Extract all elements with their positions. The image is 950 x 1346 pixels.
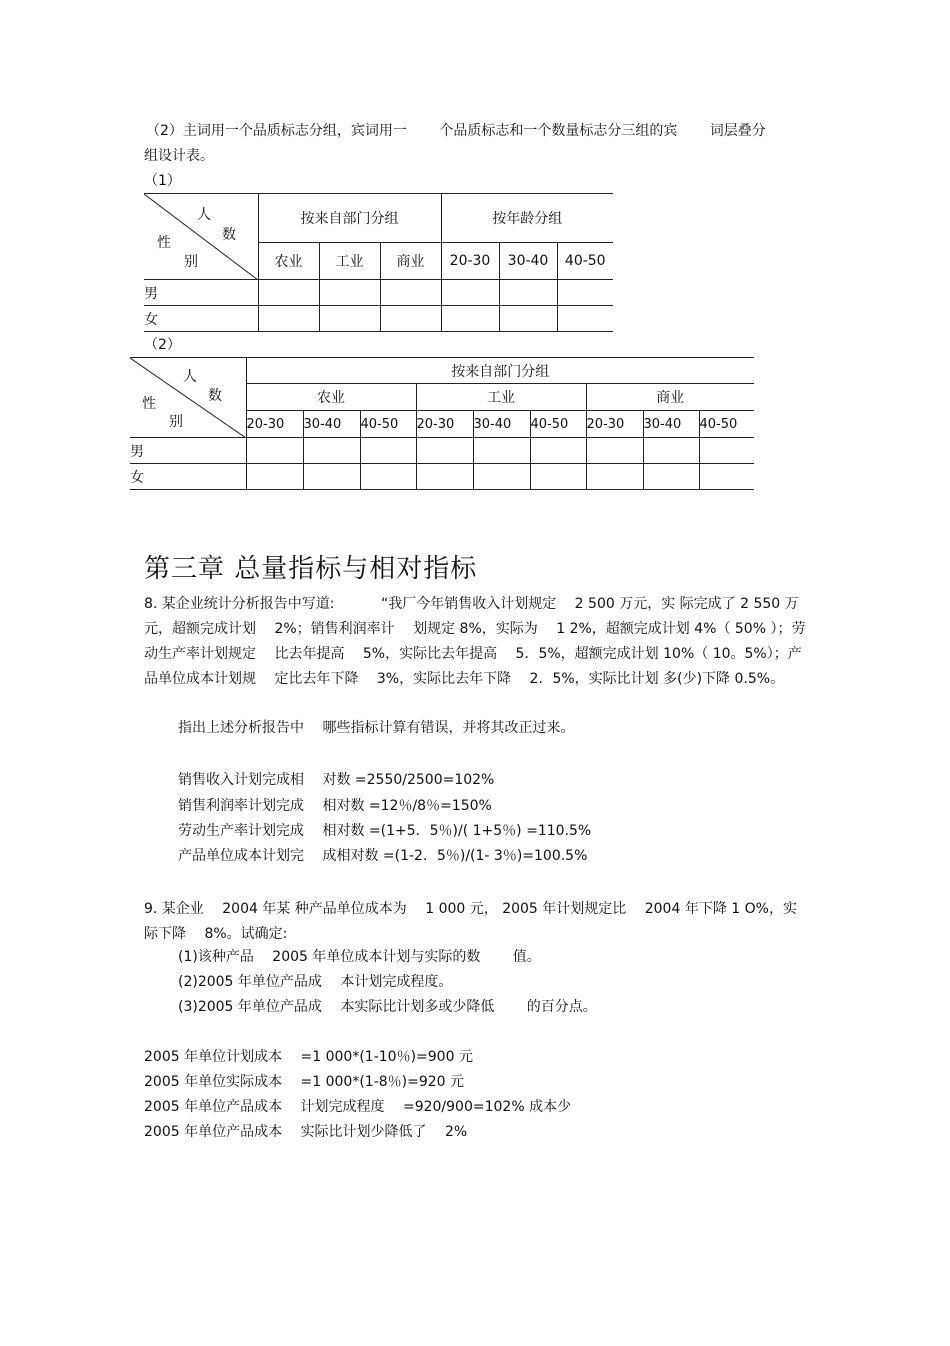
q8-answer: 产品单位成本计划完 成相对数 =(1-2．5％)/(1- 3％)=100.5%	[178, 848, 588, 864]
age-header: 30-40	[473, 411, 530, 438]
q8-answer: 劳动生产率计划完成 相对数 =(1+5．5％)/( 1+5％) =110.5%	[178, 823, 592, 839]
table-cell	[499, 306, 557, 332]
table-1	[144, 193, 613, 332]
age-header: 30-40	[643, 411, 699, 438]
intro-line-1: （2）主词用一个品质标志分组，宾词用一 个品质标志和一个数量标志分三组的宾 词层叠分	[146, 123, 766, 139]
age-header: 40-50	[360, 411, 416, 438]
table-cell	[380, 306, 441, 332]
table-cell	[586, 438, 643, 464]
table-cell	[699, 464, 754, 490]
q9-item: (1)该种产品 2005 年单位成本计划与实际的数 值。	[178, 949, 541, 965]
table-cell	[643, 464, 699, 490]
table-cell	[258, 280, 319, 306]
group-dept-header: 按来自部门分组	[258, 194, 441, 243]
corner-top: 人	[183, 369, 197, 385]
table-cell	[441, 280, 499, 306]
table1-corner-header	[144, 194, 258, 280]
dept-header: 农业	[258, 243, 319, 280]
q9-item: (2)2005 年单位产品成 本计划完成程度。	[178, 974, 453, 990]
age-header: 40-50	[699, 411, 754, 438]
table-cell	[499, 280, 557, 306]
table-cell	[643, 438, 699, 464]
table-cell	[530, 464, 586, 490]
dept-header: 商业	[380, 243, 441, 280]
q8-answer: 销售利润率计划完成 相对数 =12％/8％=150%	[178, 798, 492, 814]
q8-answer: 销售收入计划完成相 对数 =2550/2500=102%	[178, 772, 495, 788]
table-cell	[441, 306, 499, 332]
q9-text: 9. 某企业 2004 年某 种产品单位成本为 1 000 元， 2005 年计划规定比 2004 年下降 1 O%，实际下降 8%。试确定:	[144, 901, 797, 942]
group-age-header: 按年龄分组	[441, 194, 613, 243]
corner-left: 性	[157, 235, 171, 251]
corner-right: 数	[222, 227, 236, 243]
table-cell	[699, 438, 754, 464]
corner-right: 数	[208, 388, 222, 404]
q9-item: (3)2005 年单位产品成 本实际比计划多或少降低 的百分点。	[178, 999, 597, 1015]
table-cell	[303, 464, 360, 490]
table-cell	[360, 464, 416, 490]
row-label-male: 男	[130, 438, 246, 464]
age-header: 20-30	[416, 411, 473, 438]
table-cell	[416, 464, 473, 490]
age-header: 30-40	[499, 243, 557, 280]
corner-top: 人	[197, 207, 211, 223]
dept-header: 商业	[586, 384, 754, 411]
q9-answer: 2005 年单位产品成本 计划完成程度 =920/900=102% 成本少	[144, 1099, 572, 1115]
table-cell	[319, 280, 380, 306]
age-header: 30-40	[303, 411, 360, 438]
table-cell	[246, 438, 303, 464]
row-label-male: 男	[144, 280, 258, 306]
q9-answer: 2005 年单位产品成本 实际比计划少降低了 2%	[144, 1124, 468, 1140]
table-cell	[246, 464, 303, 490]
intro-line-2: 组设计表。	[144, 148, 214, 164]
table-cell	[303, 438, 360, 464]
dept-header: 工业	[416, 384, 586, 411]
table-cell	[380, 280, 441, 306]
age-header: 20-30	[246, 411, 303, 438]
table-cell	[416, 438, 473, 464]
table-cell	[360, 438, 416, 464]
table-2	[130, 357, 754, 490]
q8-text: 8. 某企业统计分析报告中写道: “我厂今年销售收入计划规定 2 500 万元，实 际完成了 2 550 万元，超额完成计划 2%；销售利润率计 划规定 8%，实际为 1 2%，超额完成计划 4%（ 50% ）；劳动生产率计划规定 比去年提高 5%，实际比去年提高 5．5%，超额完成计划 10%（ 10。5%）；产品单位成本计划规 定比去年下降 3%，实际比去年下降 2．5%，实际比计划 多(少)下降 0.5%。	[144, 596, 806, 687]
corner-bottom: 别	[169, 414, 183, 430]
table-cell	[473, 464, 530, 490]
table2-corner-header	[130, 358, 246, 438]
q9-answer: 2005 年单位实际成本 =1 000*(1-8％)=920 元	[144, 1074, 465, 1090]
table-cell	[473, 438, 530, 464]
age-header: 40-50	[557, 243, 613, 280]
row-label-female: 女	[144, 306, 258, 332]
table1-label: （1）	[144, 173, 181, 189]
q9-answer: 2005 年单位计划成本 =1 000*(1-10％)=900 元	[144, 1049, 473, 1065]
corner-left: 性	[142, 396, 156, 412]
chapter-title: 第三章 总量指标与相对指标	[144, 554, 478, 584]
group-dept-header: 按来自部门分组	[246, 358, 754, 384]
table-cell	[258, 306, 319, 332]
table-cell	[557, 280, 613, 306]
age-header: 20-30	[586, 411, 643, 438]
table-cell	[319, 306, 380, 332]
table2-label: （2）	[144, 337, 181, 353]
table-cell	[530, 438, 586, 464]
dept-header: 农业	[246, 384, 416, 411]
q8-question: 指出上述分析报告中 哪些指标计算有错误，并将其改正过来。	[178, 720, 575, 736]
age-header: 20-30	[441, 243, 499, 280]
row-label-female: 女	[130, 464, 246, 490]
age-header: 40-50	[530, 411, 586, 438]
corner-bottom: 别	[184, 254, 198, 270]
table-cell	[586, 464, 643, 490]
table-cell	[557, 306, 613, 332]
dept-header: 工业	[319, 243, 380, 280]
